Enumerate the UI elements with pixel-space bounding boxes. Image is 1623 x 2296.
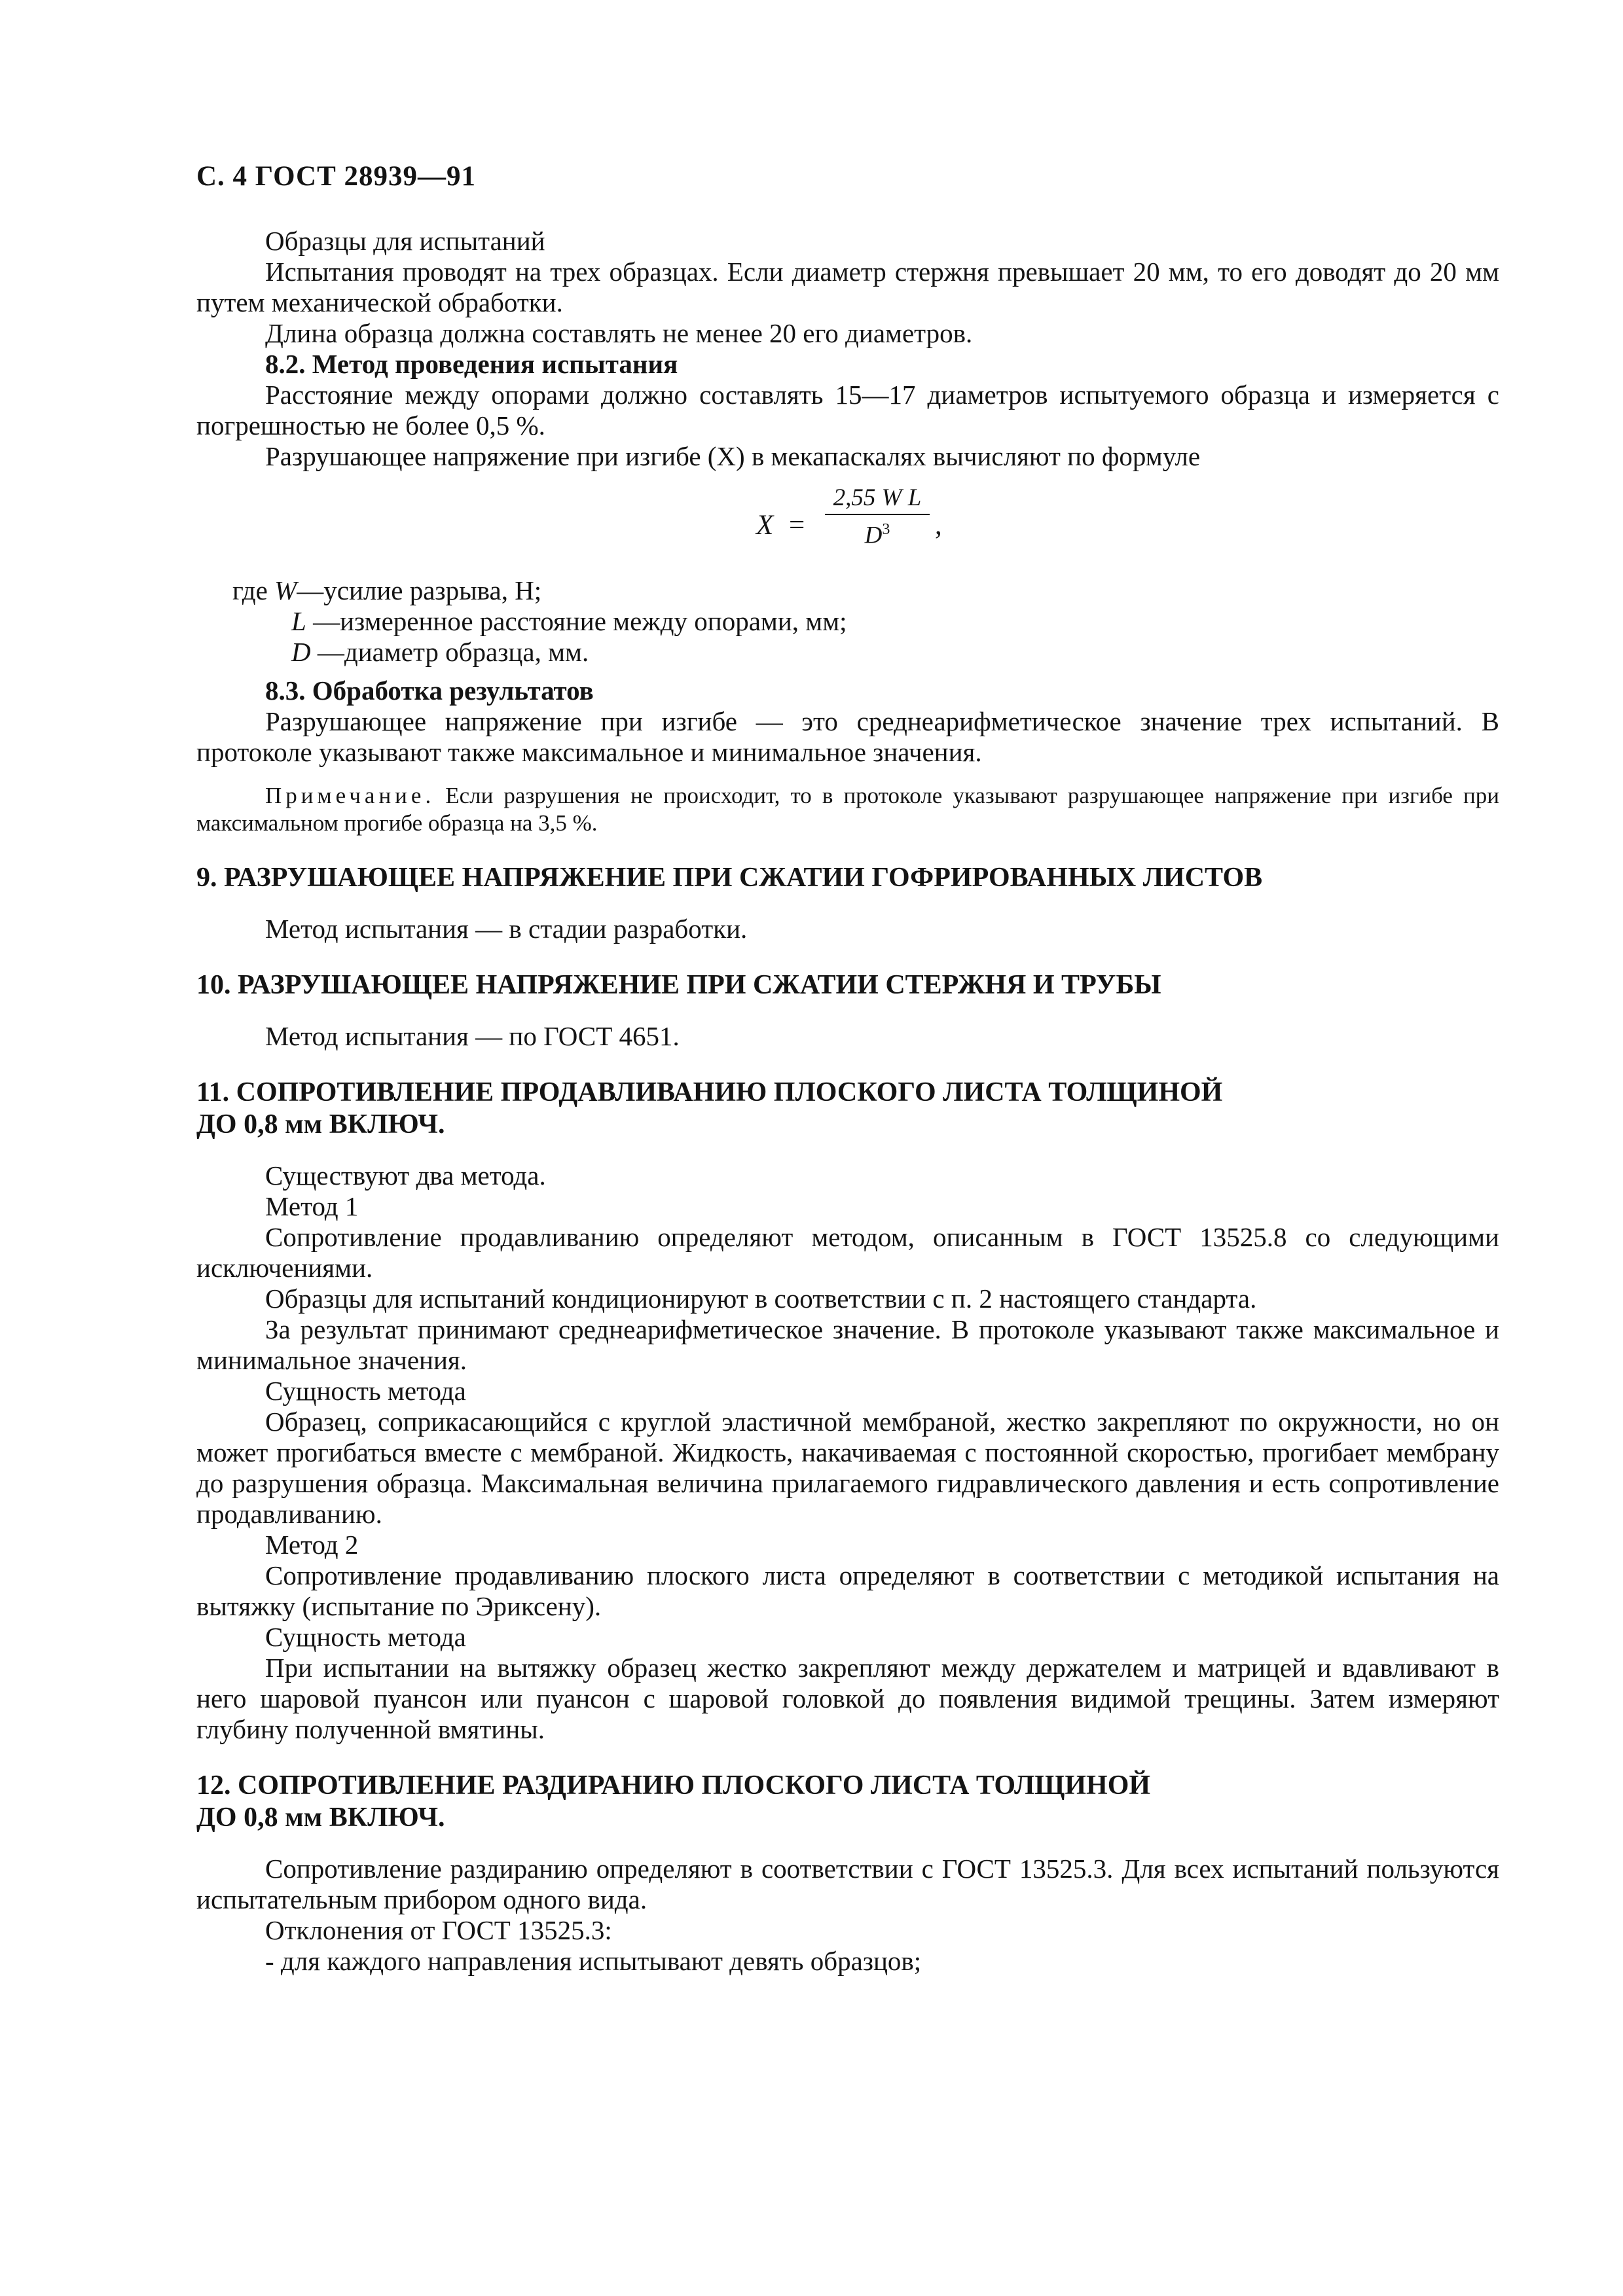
section-title-line: 12. СОПРОТИВЛЕНИЕ РАЗДИРАНИЮ ПЛОСКОГО ЛИСТА ТОЛЩИНОЙ [196,1770,1151,1801]
note-text: Если разрушения не происходит, то в протоколе указывают разрушающее напряжение при изгибе при максимальном прогибе образца на 3,5 %. [196,783,1499,836]
paragraph: Образцы для испытаний [265,226,545,256]
note-label: Примечание. [265,783,435,808]
paragraph: Длина образца должна составлять не менее 20 его диаметров. [265,318,973,348]
section-title-line: ДО 0,8 мм ВКЛЮЧ. [196,1109,445,1139]
legend-text: —усилие разрыва, Н; [297,575,542,605]
paragraph: Расстояние между опорами должно составлять 15—17 диаметров испытуемого образца и измеряется с погрешностью не более 0,5 %. [196,380,1499,440]
paragraph: Сопротивление раздиранию определяют в соответствии с ГОСТ 13525.3. Для всех испытаний пользуются испытательным прибором одного вида. [196,1854,1499,1914]
formula [196,484,1499,562]
paragraph: Существуют два метода. [265,1160,546,1191]
paragraph: Сопротивление продавливанию определяют методом, описанным в ГОСТ 13525.8 со следующими исключениями. [196,1222,1499,1283]
legend-row-d [196,637,1499,668]
paragraph: Метод 2 [265,1530,359,1560]
paragraph: Сущность метода [265,1622,466,1652]
paragraph: Отклонения от ГОСТ 13525.3: [265,1915,612,1945]
paragraph: Сопротивление продавливанию плоского листа определяют в соответствии с методикой испытания на вытяжку (испытание по Эриксену). [196,1560,1499,1621]
numerator-text: 2,55 W L [833,484,922,511]
paragraph: Метод 1 [265,1191,359,1221]
page-header: С. 4 ГОСТ 28939—91 [196,161,477,192]
legend-row-w [196,575,1499,606]
paragraph: При испытании на вытяжку образец жестко закрепляют между держателем и матрицей и вдавливают в него шаровой пуансон или пуансон с шаровой головкой до появления видимой трещины. Затем измеряют глубину полученной вмятины. [196,1653,1499,1744]
list-item: - для каждого направления испытывают девять образцов; [265,1946,922,1976]
section-title-line: ДО 0,8 мм ВКЛЮЧ. [196,1803,445,1833]
legend-var: D [291,637,311,667]
formula-equals: = [789,510,805,541]
formula-numerator [825,484,930,515]
subsection-heading-8-3: 8.3. Обработка результатов [265,675,594,706]
section-title-10: 10. РАЗРУШАЮЩЕЕ НАПРЯЖЕНИЕ ПРИ СЖАТИИ СТЕРЖНЯ И ТРУБЫ [196,970,1161,1000]
formula-fraction [825,484,930,550]
legend-row-l [196,606,1499,637]
paragraph: Образец, соприкасающийся с круглой эластичной мембраной, жестко закрепляют по окружности, но он может прогибаться вместе с мембраной. Жидкость, накачиваемая с постоянной скоростью, прогибает мембрану до разрушения образца. Максимальная величина прилагаемого гидравлического давления и есть сопротивление продавливанию. [196,1407,1499,1529]
legend-text: —диаметр образца, мм. [317,637,589,667]
legend-text: —измеренное расстояние между опорами, мм; [313,606,847,636]
subsection-heading-8-2: 8.2. Метод проведения испытания [265,349,678,379]
denominator-exponent: 3 [882,521,890,538]
paragraph: Испытания проводят на трех образцах. Если диаметр стержня превышает 20 мм, то его доводят до 20 мм путем механической обработки. [196,257,1499,317]
paragraph: Метод испытания — в стадии разработки. [265,914,748,944]
formula-lhs: X [756,510,774,541]
paragraph: Образцы для испытаний кондиционируют в соответствии с п. 2 настоящего стандарта. [265,1283,1257,1314]
legend-var: W [274,575,297,605]
formula-comma: , [935,510,942,541]
paragraph: Метод испытания — по ГОСТ 4651. [265,1021,680,1051]
denominator-var: D [864,522,883,549]
section-title-line: 11. СОПРОТИВЛЕНИЕ ПРОДАВЛИВАНИЮ ПЛОСКОГО ЛИСТА ТОЛЩИНОЙ [196,1077,1223,1107]
page-content [196,226,1499,1977]
paragraph: Сущность метода [265,1376,466,1406]
formula-legend [196,575,1499,668]
paragraph: Разрушающее напряжение при изгибе (X) в мекапаскалях вычисляют по формуле [265,441,1201,471]
formula-denominator [825,515,930,550]
legend-var: L [291,606,306,636]
legend-lead: где [232,575,268,605]
note [196,782,1499,837]
section-title-11 [196,1077,1499,1141]
section-title-12 [196,1770,1499,1834]
paragraph: За результат принимают среднеарифметическое значение. В протоколе указывают также максимальное и минимальное значения. [196,1314,1499,1375]
paragraph: Разрушающее напряжение при изгибе — это среднеарифметическое значение трех испытаний. В протоколе указывают также максимальное и минимальное значения. [196,706,1499,767]
section-title-9: 9. РАЗРУШАЮЩЕЕ НАПРЯЖЕНИЕ ПРИ СЖАТИИ ГОФРИРОВАННЫХ ЛИСТОВ [196,863,1263,893]
